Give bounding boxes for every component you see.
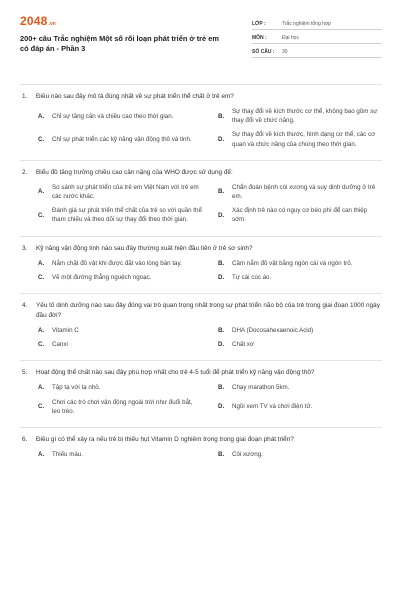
question-5 <box>22 368 382 421</box>
meta-label: SỐ CÂU : <box>252 49 275 55</box>
option-letter: A. <box>38 327 45 335</box>
question-text <box>22 435 382 445</box>
question-4 <box>22 301 382 354</box>
option-letter: B. <box>218 188 225 196</box>
option-text: Canxi <box>52 341 68 349</box>
option-text: Tự cài cúc áo. <box>232 273 272 281</box>
option-a[interactable] <box>38 450 218 459</box>
option-a[interactable] <box>38 107 218 125</box>
option-text: Chỉ sự tăng cân và chiều cao theo thời gian. <box>52 112 174 120</box>
option-letter: A. <box>38 259 45 267</box>
meta-row-count <box>252 44 382 58</box>
option-list <box>38 326 382 354</box>
question-number: 3. <box>22 244 28 252</box>
divider <box>20 160 382 161</box>
option-b[interactable] <box>218 259 398 268</box>
option-text: Sự thay đổi về kích thước, hình dạng cơ thể, các cơ quan và chức năng của chúng theo thời gian. <box>232 131 376 148</box>
option-list <box>38 450 382 464</box>
option-text: Còi xương. <box>232 451 263 459</box>
option-c[interactable] <box>38 130 218 148</box>
site-logo[interactable] <box>20 14 225 28</box>
option-text: Vitamin C <box>52 327 79 335</box>
option-text: DHA (Docosahexaenoic Acid) <box>232 327 314 335</box>
question-1 <box>22 92 382 154</box>
option-text: Chơi các trò chơi vận động ngoài trời như đuổi bắt, leo trèo. <box>52 398 193 415</box>
question-number: 2. <box>22 168 28 176</box>
option-a[interactable] <box>38 326 218 335</box>
question-number: 5. <box>22 369 28 377</box>
question-number: 1. <box>22 93 28 100</box>
option-d[interactable] <box>218 398 398 416</box>
option-text: Ngồi xem TV và chơi điện tử. <box>232 403 313 411</box>
option-text: Chỉ sự phát triển các kỹ năng vận động thô và tinh. <box>52 136 192 143</box>
option-letter: B. <box>218 259 225 267</box>
question-stem: Kỹ năng vận động tinh nào sau đây thường xuất hiện đầu tiên ở trẻ sơ sinh? <box>36 244 253 252</box>
meta-value: Trắc nghiệm tổng hợp <box>282 21 331 27</box>
question-stem: Yếu tố dinh dưỡng nào sau đây đóng vai trò quan trọng nhất trong sự phát triển não bộ của trẻ trong giai đoạn 1000 ngày đầu đời? <box>36 302 380 320</box>
question-text <box>22 168 382 178</box>
option-letter: B. <box>218 451 225 459</box>
document-header <box>20 14 382 66</box>
option-list <box>38 183 382 230</box>
option-letter: B. <box>218 112 225 120</box>
option-c[interactable] <box>38 340 218 349</box>
option-letter: B. <box>218 384 225 392</box>
option-list <box>38 383 382 421</box>
option-d[interactable] <box>218 340 398 349</box>
option-text: Tập tạ với tạ nhỏ. <box>52 384 101 392</box>
option-text: Sự thay đổi về kích thước cơ thể, không bao gồm sự thay đổi về chức năng. <box>232 108 378 125</box>
option-letter: A. <box>38 188 45 196</box>
option-letter: A. <box>38 384 45 392</box>
divider <box>20 84 382 85</box>
option-text: Chẩn đoán bệnh còi xương và suy dinh dưỡng ở trẻ em. <box>232 183 376 201</box>
option-letter: D. <box>218 136 225 143</box>
meta-value: 30 <box>282 49 288 55</box>
question-text <box>22 368 382 378</box>
option-text: Chất xơ <box>232 341 254 349</box>
option-c[interactable] <box>38 398 218 416</box>
option-text: Thiếu máu. <box>52 451 83 459</box>
option-d[interactable] <box>218 130 398 148</box>
option-b[interactable] <box>218 450 398 459</box>
question-number: 4. <box>22 302 28 310</box>
option-list <box>38 107 382 154</box>
divider <box>20 236 382 237</box>
question-3 <box>22 244 382 287</box>
option-a[interactable] <box>38 259 218 268</box>
option-letter: D. <box>218 211 225 219</box>
option-letter: D. <box>218 341 225 349</box>
option-d[interactable] <box>218 273 398 282</box>
question-text <box>22 244 382 254</box>
option-d[interactable] <box>218 206 398 224</box>
option-b[interactable] <box>218 383 398 392</box>
meta-row-subject <box>252 30 382 44</box>
divider <box>20 427 382 428</box>
divider <box>20 293 382 294</box>
option-letter: C. <box>38 403 45 411</box>
option-text: Xác định trẻ nào có nguy cơ béo phì để can thiệp sớm. <box>232 207 368 224</box>
logo-suffix: .vn <box>48 21 56 27</box>
divider <box>20 360 382 361</box>
option-letter: D. <box>218 403 225 411</box>
option-c[interactable] <box>38 206 218 224</box>
logo-text: 2048 <box>20 14 48 28</box>
document-title: 200+ câu Trắc nghiệm Một số rối loạn phát triển ở trẻ em có đáp án - Phần 3 <box>20 34 219 53</box>
option-letter: A. <box>38 112 45 120</box>
option-letter: D. <box>218 273 225 281</box>
question-stem: Điều gì có thể xảy ra nếu trẻ bị thiếu hụt Vitamin D nghiêm trọng trong giai đoạn phát triển? <box>36 436 294 444</box>
meta-value: Đại học <box>282 35 299 41</box>
question-text <box>22 301 382 321</box>
option-b[interactable] <box>218 326 398 335</box>
option-text: Nắm chặt đồ vật khi được đặt vào lòng bàn tay. <box>52 259 182 267</box>
question-stem: Biểu đồ tăng trưởng chiều cao cân nặng của WHO được sử dụng để: <box>36 168 233 176</box>
meta-label: MÔN : <box>252 35 267 41</box>
option-text: So sánh sự phát triển của trẻ em Việt Nam với trẻ em các nước khác. <box>52 183 199 201</box>
question-2 <box>22 168 382 230</box>
option-letter: A. <box>38 451 45 459</box>
meta-label: LỚP : <box>252 21 266 27</box>
option-text: Cầm nắm đồ vật bằng ngón cái và ngón trỏ. <box>232 259 353 267</box>
option-b[interactable] <box>218 183 398 201</box>
meta-info-box <box>252 16 382 58</box>
option-letter: C. <box>38 211 45 219</box>
option-letter: C. <box>38 341 45 349</box>
option-text: Vẽ một đường thẳng nguệch ngoạc. <box>52 273 152 281</box>
option-letter: C. <box>38 136 45 143</box>
option-b[interactable] <box>218 107 398 125</box>
question-stem: Hoạt động thể chất nào sau đây phù hợp nhất cho trẻ 4-5 tuổi để phát triển kỹ năng vận động thô? <box>36 369 315 377</box>
question-6 <box>22 435 382 464</box>
option-letter: B. <box>218 327 225 335</box>
option-text: Đánh giá sự phát triển thể chất của trẻ so với quần thể tham chiếu và theo dõi sự thay đổi theo thời gian. <box>52 207 202 224</box>
question-number: 6. <box>22 436 28 444</box>
option-text: Chạy marathon 5km. <box>232 384 290 392</box>
option-c[interactable] <box>38 273 218 282</box>
option-a[interactable] <box>38 383 218 392</box>
option-letter: C. <box>38 273 45 281</box>
question-stem: Điều nào sau đây mô tả đúng nhất về sự phát triển thể chất ở trẻ em? <box>36 93 234 100</box>
header-left <box>20 14 225 54</box>
option-a[interactable] <box>38 183 218 201</box>
option-list <box>38 259 382 287</box>
meta-row-class <box>252 16 382 30</box>
question-text <box>22 92 382 102</box>
